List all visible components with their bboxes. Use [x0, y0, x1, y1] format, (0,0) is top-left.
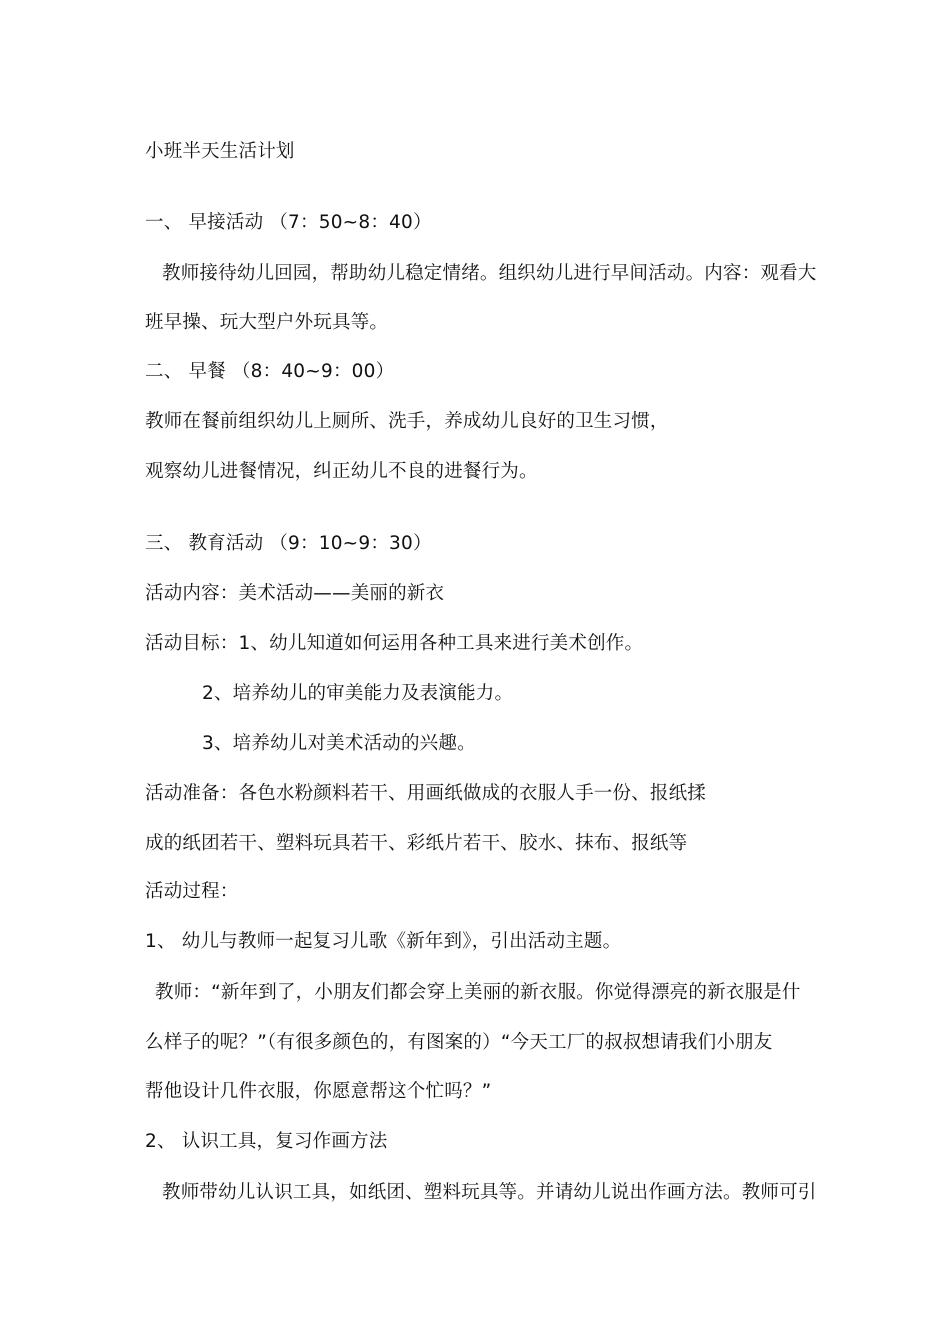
- section1-paragraph-line: 教师接待幼儿回园，帮助幼儿稳定情绪。组织幼儿进行早间活动。内容：观看大: [162, 263, 817, 284]
- section2-paragraph-line: 观察幼儿进餐情况，纠正幼儿不良的进餐行为。: [145, 461, 538, 482]
- page-title: 小班半天生活计划: [145, 141, 295, 162]
- activity-preparation-line: 活动准备：各色水粉颜料若干、用画纸做成的衣服人手一份、报纸揉: [145, 783, 707, 804]
- process-step-1-paragraph-line: 教师：“新年到了，小朋友们都会穿上美丽的新衣服。你觉得漂亮的新衣服是什: [155, 982, 801, 1003]
- process-step-1-paragraph-line: 么样子的呢？”（有很多颜色的，有图案的）“今天工厂的叔叔想请我们小朋友: [145, 1032, 773, 1053]
- activity-preparation-line: 成的纸团若干、塑料玩具若干、彩纸片若干、胶水、抹布、报纸等: [145, 833, 688, 854]
- process-step-1: 1、 幼儿与教师一起复习儿歌《新年到》，引出活动主题。: [145, 931, 622, 952]
- activity-goal: 活动目标：1、幼儿知道如何运用各种工具来进行美术创作。: [145, 633, 644, 654]
- activity-goal: 2、培养幼儿的审美能力及表演能力。: [202, 683, 514, 704]
- activity-process-label: 活动过程：: [145, 881, 239, 902]
- process-step-2-paragraph-line: 教师带幼儿认识工具，如纸团、塑料玩具等。并请幼儿说出作画方法。教师可引: [162, 1182, 817, 1203]
- activity-goal: 3、培养幼儿对美术活动的兴趣。: [202, 733, 476, 754]
- section1-heading: 一、 早接活动 （7：50~8：40）: [145, 212, 432, 233]
- section2-paragraph-line: 教师在餐前组织幼儿上厕所、洗手，养成幼儿良好的卫生习惯，: [145, 411, 669, 432]
- process-step-2: 2、 认识工具，复习作画方法: [145, 1131, 388, 1152]
- process-step-1-paragraph-line: 帮他设计几件衣服，你愿意帮这个忙吗？”: [145, 1081, 492, 1102]
- section1-paragraph-line: 班早操、玩大型户外玩具等。: [145, 312, 389, 333]
- section2-heading: 二、 早餐 （8：40~9：00）: [145, 361, 395, 382]
- activity-content: 活动内容：美术活动——美丽的新衣: [145, 583, 445, 604]
- section3-heading: 三、 教育活动 （9：10~9：30）: [145, 533, 432, 554]
